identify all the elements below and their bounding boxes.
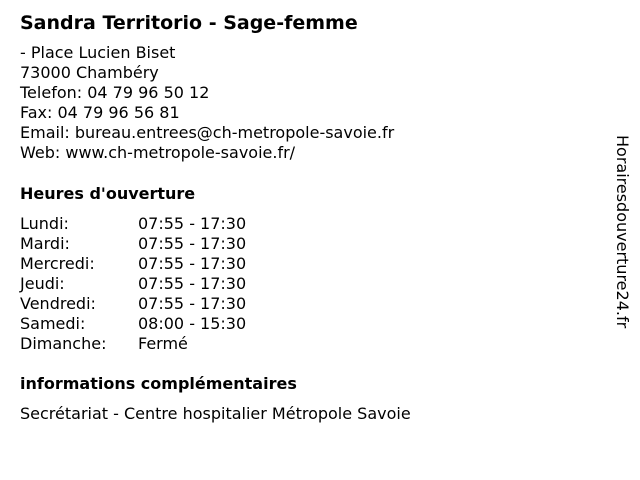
hours-day: Lundi: bbox=[20, 214, 69, 233]
web-text: Web: www.ch-metropole-savoie.fr/ bbox=[20, 143, 296, 162]
hours-day: Samedi: bbox=[20, 314, 86, 333]
hours-row bbox=[20, 314, 246, 334]
address-line2: 73000 Chambéry bbox=[20, 63, 159, 82]
hours-day: Mardi: bbox=[20, 234, 70, 253]
hours-time: Fermé bbox=[138, 334, 188, 353]
hours-heading: Heures d'ouverture bbox=[20, 184, 196, 203]
info-heading: informations complémentaires bbox=[20, 374, 297, 393]
hours-day: Jeudi: bbox=[20, 274, 65, 293]
email-text: Email: bureau.entrees@ch-metropole-savoie.fr bbox=[20, 123, 395, 142]
hours-row bbox=[20, 214, 246, 234]
hours-day: Mercredi: bbox=[20, 254, 95, 273]
address-line1: - Place Lucien Biset bbox=[20, 43, 176, 62]
hours-row bbox=[20, 294, 246, 314]
hours-time: 07:55 - 17:30 bbox=[138, 294, 247, 313]
hours-row bbox=[20, 274, 246, 294]
contact-block bbox=[20, 43, 394, 163]
fax-text: Fax: 04 79 96 56 81 bbox=[20, 103, 180, 122]
page-title: Sandra Territorio - Sage-femme bbox=[20, 12, 358, 34]
hours-time: 08:00 - 15:30 bbox=[138, 314, 247, 333]
hours-row bbox=[20, 334, 246, 354]
side-brand-watermark: Horairesdouverture24.fr bbox=[613, 135, 632, 329]
hours-time: 07:55 - 17:30 bbox=[138, 274, 247, 293]
info-text: Secrétariat - Centre hospitalier Métropole Savoie bbox=[20, 404, 411, 423]
hours-table bbox=[20, 214, 246, 354]
hours-time: 07:55 - 17:30 bbox=[138, 214, 247, 233]
phone-text: Telefon: 04 79 96 50 12 bbox=[20, 83, 210, 102]
hours-row bbox=[20, 234, 246, 254]
hours-day: Dimanche: bbox=[20, 334, 107, 353]
hours-day: Vendredi: bbox=[20, 294, 96, 313]
hours-row bbox=[20, 254, 246, 274]
hours-time: 07:55 - 17:30 bbox=[138, 254, 247, 273]
hours-time: 07:55 - 17:30 bbox=[138, 234, 247, 253]
